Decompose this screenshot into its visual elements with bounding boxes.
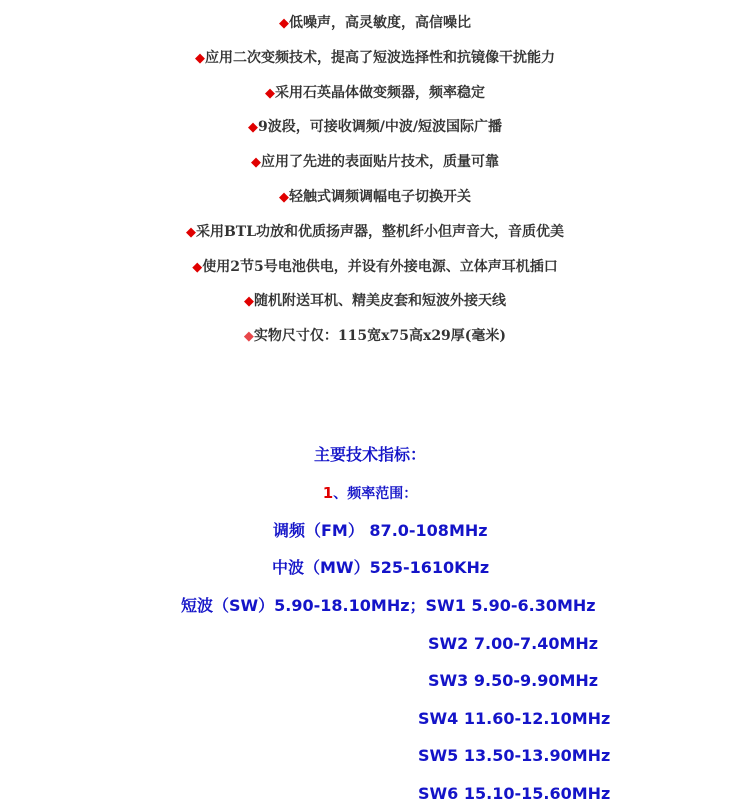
diamond-bullet-icon: ◆ xyxy=(243,329,254,345)
band-sw3: SW3 9.50-9.90MHz xyxy=(428,671,599,690)
feature-item xyxy=(0,79,750,114)
spec-heading: 主要技术指标： xyxy=(313,445,426,464)
feature-item xyxy=(0,183,750,218)
feature-text: 实物尺寸仅：115宽x75高x29厚(毫米) xyxy=(253,328,507,345)
band-sw2: SW2 7.00-7.40MHz xyxy=(428,634,599,653)
band-sw: 短波（SW）5.90-18.10MHz；SW1 5.90-6.30MHz xyxy=(181,596,596,615)
diamond-bullet-icon: ◆ xyxy=(244,294,254,310)
diamond-bullet-icon: ◆ xyxy=(251,155,261,171)
freq-range-label: 、频率范围： xyxy=(333,486,418,502)
feature-item xyxy=(0,9,750,44)
feature-item xyxy=(0,253,750,288)
feature-text: 使用2节5号电池供电，并设有外接电源、立体声耳机插口 xyxy=(202,258,558,275)
diamond-bullet-icon: ◆ xyxy=(265,85,275,101)
feature-text: 低噪声，高灵敏度，高信噪比 xyxy=(289,15,471,31)
diamond-bullet-icon: ◆ xyxy=(195,50,205,66)
feature-item xyxy=(0,113,750,148)
feature-text: 采用石英晶体做变频器，频率稳定 xyxy=(275,84,485,101)
diamond-bullet-icon: ◆ xyxy=(192,259,203,275)
feature-item xyxy=(0,148,750,183)
feature-item xyxy=(0,287,750,322)
band-sw4: SW4 11.60-12.10MHz xyxy=(418,709,611,728)
feature-item xyxy=(0,218,750,253)
diamond-bullet-icon: ◆ xyxy=(279,16,289,31)
feature-text: 应用了先进的表面贴片技术，质量可靠 xyxy=(261,154,499,171)
diamond-bullet-icon: ◆ xyxy=(248,120,259,136)
band-fm: 调频（FM） 87.0-108MHz xyxy=(273,521,488,540)
band-sw6: SW6 15.10-15.60MHz xyxy=(418,784,611,803)
freq-range-number: 1 xyxy=(322,484,334,502)
feature-text: 应用二次变频技术，提高了短波选择性和抗镜像干扰能力 xyxy=(205,49,555,66)
feature-text: 随机附送耳机、精美皮套和短波外接天线 xyxy=(254,293,506,310)
feature-text: 9波段，可接收调频/中波/短波国际广播 xyxy=(258,119,502,136)
band-mw: 中波（MW）525-1610KHz xyxy=(272,558,490,577)
diamond-bullet-icon: ◆ xyxy=(185,224,196,240)
feature-text: 采用BTL功放和优质扬声器，整机纤小但声音大，音质优美 xyxy=(195,223,565,240)
feature-text: 轻触式调频调幅电子切换开关 xyxy=(289,188,471,205)
feature-item xyxy=(0,322,750,357)
freq-range-heading xyxy=(0,478,740,509)
feature-list xyxy=(0,9,750,357)
diamond-bullet-icon: ◆ xyxy=(279,189,289,205)
band-sw5: SW5 13.50-13.90MHz xyxy=(418,746,611,765)
feature-item xyxy=(0,44,750,79)
